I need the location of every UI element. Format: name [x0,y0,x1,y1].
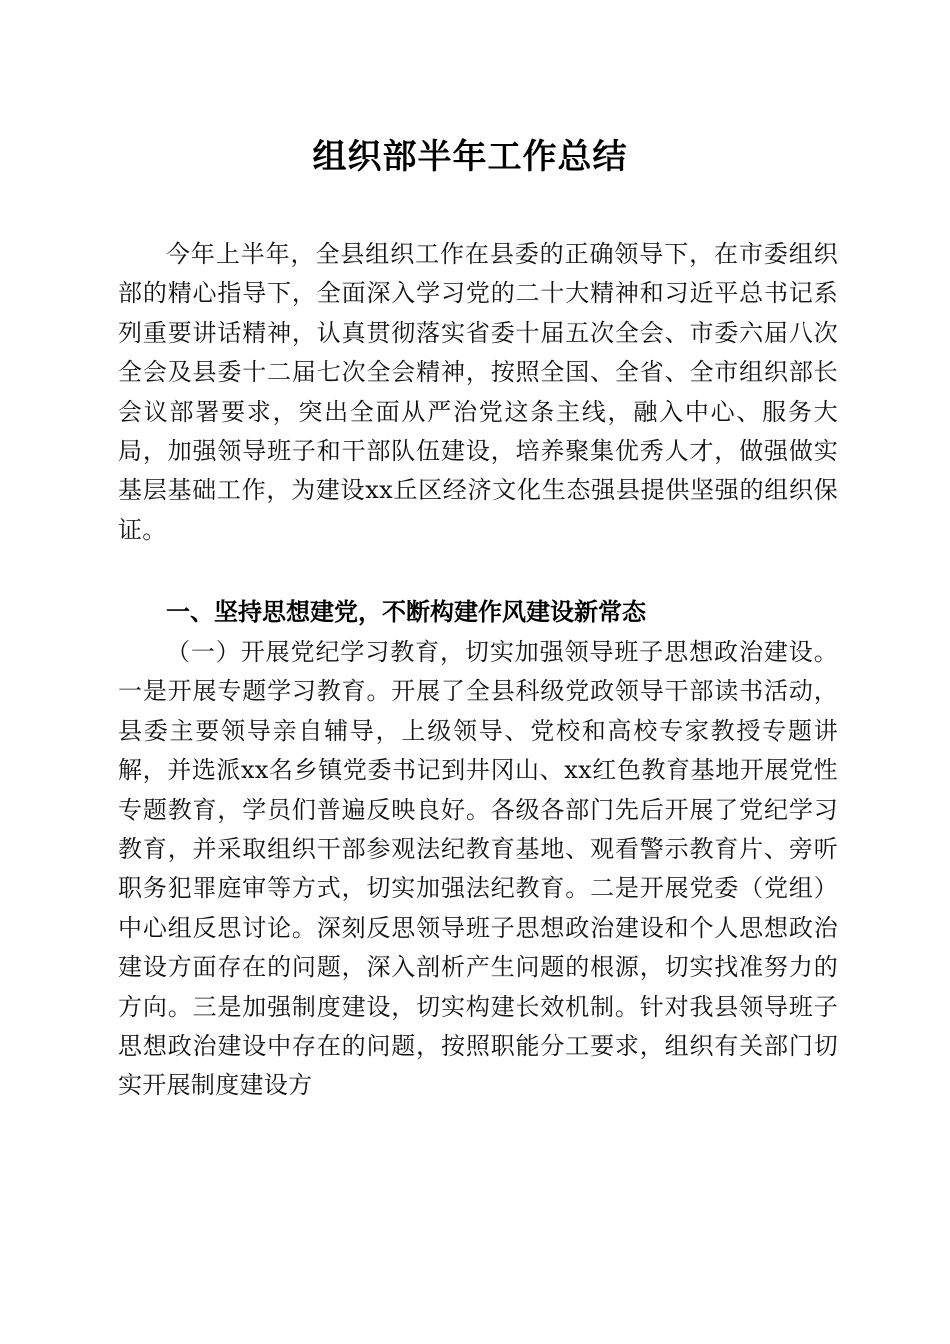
document-title: 组织部半年工作总结 [312,137,628,177]
section-heading-1: 一、坚持思想建党，不断构建作风建设新常态 [166,598,646,626]
intro-paragraph: 今年上半年，全县组织工作在县委的正确领导下，在市委组织部的精心指导下，全面深入学习党的二十大精神和习近平总书记系列重要讲话精神，认真贯彻落实省委十届五次全会、市委六届八次全会及县委十二届七次全会精神，按照全国、全省、全市组织部长会议部署要求，突出全面从严治党这条主线，融入中心、服务大局，加强领导班子和干部队伍建设，培养聚集优秀人才，做强做实基层基础工作，为建设xx丘区经济文化生态强县提供坚强的组织保证。 [118,240,838,544]
subsection-body-1: 一是开展专题学习教育。开展了全县科级党政领导干部读书活动，县委主要领导亲自辅导，上级领导、党校和高校专家教授专题讲解，并选派xx名乡镇党委书记到井冈山、xx红色教育基地开展党性专题教育，学员们普遍反映良好。各级各部门先后开展了党纪学习教育，并采取组织干部参观法纪教育基地、观看警示教育片、旁听职务犯罪庭审等方式，切实加强法纪教育。二是开展党委（党组）中心组反思讨论。深刻反思领导班子思想政治建设和个人思想政治建设方面存在的问题，深入剖析产生问题的根源，切实找准努力的方向。三是加强制度建设，切实构建长效机制。针对我县领导班子思想政治建设中存在的问题，按照职能分工要求，组织有关部门切实开展制度建设方 [118,677,838,1100]
section-1-paragraph [118,633,838,1106]
subsection-heading-1: （一）开展党纪学习教育，切实加强领导班子思想政治建设。 [166,638,838,666]
